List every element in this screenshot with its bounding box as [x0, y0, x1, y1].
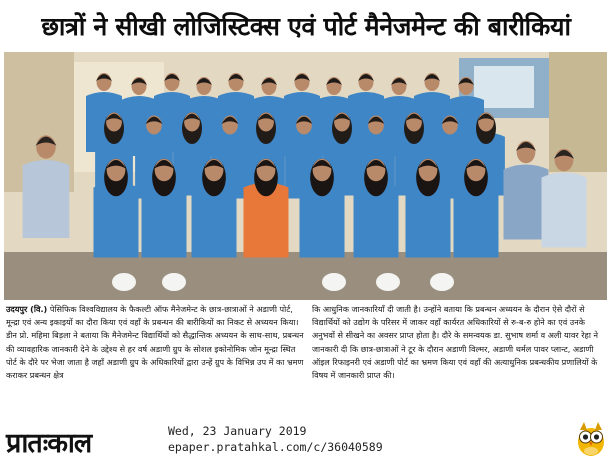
white-cap: [376, 273, 400, 291]
article-dateline: उदयपुर (वि.): [6, 304, 48, 314]
newspaper-masthead: प्रातःकाल: [6, 428, 92, 459]
epaper-url[interactable]: epaper.pratahkal.com/c/36040589: [168, 440, 383, 454]
article-column-right: [312, 303, 605, 417]
article-text-right: कि आधुनिक जानकारियाँ दी जाती है। उन्होंने बताया कि प्रबन्धन अध्ययन के दौरान ऐसे दौरों से विद्यार्थियों को उद्योग के परिसर में जाकर वहाँ कार्यरत अधिकारियों से रु-ब-रु होने का एवं उनके अनुभवों से सीखने का अवसर प्राप्त होता है। दौरे के समन्वयक डा. सुभाष शर्मा व अली यावर रेहा ने जानकारी दी कि छात्र-छात्राओं ने टूर के दौरान अडाणी विल्मर, अडाणी थर्मल पावर प्लान्ट, अडाणी ऑइल रिफाइनरी एवं अडाणी पोर्ट का भ्रमण किया एवं वहाँ की अत्याधुनिक प्रबन्धकीय प्रणालियों के विषय में जानकारी प्राप्त की।: [312, 304, 598, 381]
article-body: [6, 300, 605, 416]
white-cap: [112, 273, 136, 291]
white-cap: [322, 273, 346, 291]
headline: छात्रों ने सीखी लोजिस्टिक्स एवं पोर्ट मैनेजमेन्ट की बारीकियां: [41, 12, 571, 41]
owl-icon: [574, 420, 608, 458]
white-cap: [162, 273, 186, 291]
white-cap: [430, 273, 454, 291]
article-column-left: [6, 303, 304, 417]
footer: [0, 418, 611, 460]
group-photo: [4, 52, 607, 300]
publication-date: Wed, 23 January 2019: [168, 424, 307, 438]
article-text-left: पेसिफिक विश्वविद्यालय के फैकल्टी ऑफ मैनेजमेन्ट के छात्र-छात्राओं ने अडाणी पोर्ट, मून्द्रा एवं अन्य इकाइयों का दौरा किया एवं वहाँ के प्रबन्धन की बारीकियों का निकट से अध्ययन किया। डीन प्रो. महिमा बिड़ला ने बताया कि मैनेजमेन्ट विद्यार्थियों को सैद्धान्तिक अध्ययन के साथ-साथ, प्रबन्धन की व्यावहारिक जानकारी देने के उद्देश्य से हर वर्ष अडाणी ग्रुप के सोशल इकोनोमिक जोन मून्द्रा स्थित पोर्ट के दौरे पर भेजा जाता है जहाँ अडाणी ग्रुप के अधिकारियों द्वारा उन्हें ग्रुप के विभिन्न उप में का भ्रमण कराकर प्रबन्धन क्षेत्र: [6, 304, 304, 381]
